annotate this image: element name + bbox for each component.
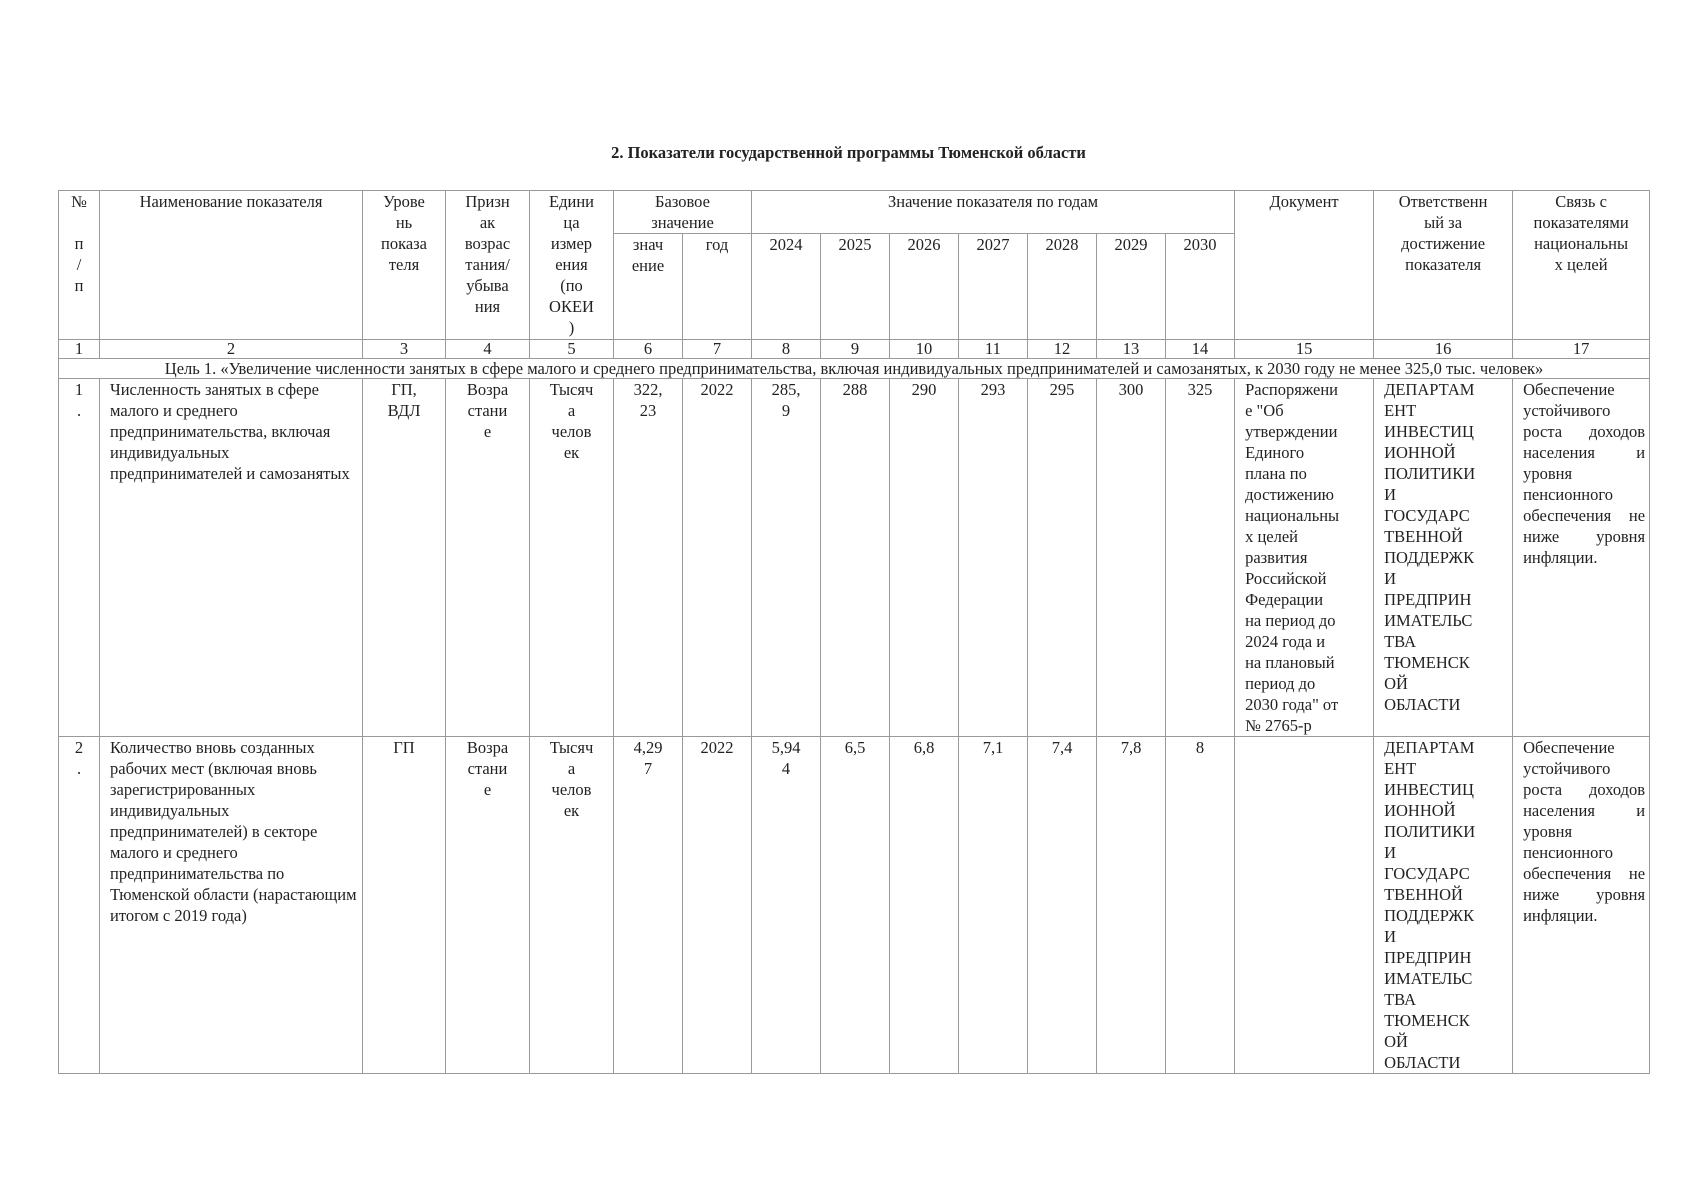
indicator-sign: Возра стани е — [446, 737, 530, 1074]
year-value: 290 — [890, 379, 959, 737]
column-number: 7 — [683, 340, 752, 359]
year-value: 300 — [1097, 379, 1166, 737]
year-value: 285, 9 — [752, 379, 821, 737]
column-number: 4 — [446, 340, 530, 359]
header-year: 2029 — [1097, 234, 1166, 340]
base-year: 2022 — [683, 737, 752, 1074]
header-year: 2025 — [821, 234, 890, 340]
header-num: № п / п — [59, 191, 100, 340]
row-num: 1 . — [59, 379, 100, 737]
document-cell: Распоряжени е "Об утверждении Единого плана по достижению национальны х целей развития Российской Федерации на период до 2024 года и на плановый период до 2030 года" от № 2765-р — [1235, 379, 1374, 737]
header-base-value: знач ение — [614, 234, 683, 340]
column-number: 9 — [821, 340, 890, 359]
table-row — [59, 379, 1650, 737]
column-number: 11 — [959, 340, 1028, 359]
column-number: 15 — [1235, 340, 1374, 359]
header-level: Урове нь показа теля — [363, 191, 446, 340]
year-value: 6,8 — [890, 737, 959, 1074]
year-value: 293 — [959, 379, 1028, 737]
header-unit: Едини ца измер ения (по ОКЕИ ) — [530, 191, 614, 340]
header-values-by-year: Значение показателя по годам — [752, 191, 1235, 234]
indicator-name: Численность занятых в сфере малого и среднего предпринимательства, включая индивидуальных предпринимателей и самозанятых — [100, 379, 363, 737]
column-number: 10 — [890, 340, 959, 359]
row-num: 2 . — [59, 737, 100, 1074]
indicator-level: ГП, ВДЛ — [363, 379, 446, 737]
column-number: 2 — [100, 340, 363, 359]
page-title: 2. Показатели государственной программы Тюменской области — [611, 143, 1086, 162]
column-number: 14 — [1166, 340, 1235, 359]
header-name: Наименование показателя — [100, 191, 363, 340]
header-sign: Призн ак возрас тания/ убыва ния — [446, 191, 530, 340]
header-document: Документ — [1235, 191, 1374, 340]
year-value: 7,1 — [959, 737, 1028, 1074]
year-value: 288 — [821, 379, 890, 737]
indicator-level: ГП — [363, 737, 446, 1074]
header-base-year: год — [683, 234, 752, 340]
goal-row: Цель 1. «Увеличение численности занятых в сфере малого и среднего предпринимательства, включая индивидуальных предпринимателей и самозанятых, к 2030 году не менее 325,0 тыс. человек» — [59, 359, 1650, 379]
column-number: 16 — [1374, 340, 1513, 359]
header-year: 2024 — [752, 234, 821, 340]
base-value: 4,29 7 — [614, 737, 683, 1074]
header-year: 2028 — [1028, 234, 1097, 340]
year-value: 7,4 — [1028, 737, 1097, 1074]
indicators-table — [58, 190, 1650, 1074]
header-base: Базовое значение — [614, 191, 752, 234]
header-year: 2026 — [890, 234, 959, 340]
indicator-name: Количество вновь созданных рабочих мест (включая вновь зарегистрированных индивидуальных предпринимателей) в секторе малого и среднего предпринимательства по Тюменской области (нарастающим итогом с 2019 года) — [100, 737, 363, 1074]
column-number: 6 — [614, 340, 683, 359]
year-value: 325 — [1166, 379, 1235, 737]
base-year: 2022 — [683, 379, 752, 737]
indicator-sign: Возра стани е — [446, 379, 530, 737]
year-value: 6,5 — [821, 737, 890, 1074]
national-goals-link: Обеспечение устойчивого роста доходов населения и уровня пенсионного обеспечения не ниже уровня инфляции. — [1513, 379, 1650, 737]
table-row — [59, 737, 1650, 1074]
responsible-cell: ДЕПАРТАМ ЕНТ ИНВЕСТИЦ ИОННОЙ ПОЛИТИКИ И ГОСУДАРС ТВЕННОЙ ПОДДЕРЖК И ПРЕДПРИН ИМАТЕЛЬС ТВА ТЮМЕНСК ОЙ ОБЛАСТИ — [1374, 737, 1513, 1074]
header-year: 2030 — [1166, 234, 1235, 340]
header-link: Связь с показателями национальны х целей — [1513, 191, 1650, 340]
column-number: 1 — [59, 340, 100, 359]
document-cell — [1235, 737, 1374, 1074]
column-number: 8 — [752, 340, 821, 359]
indicator-unit: Тысяч а челов ек — [530, 379, 614, 737]
year-value: 7,8 — [1097, 737, 1166, 1074]
column-number: 13 — [1097, 340, 1166, 359]
column-number: 3 — [363, 340, 446, 359]
year-value: 5,94 4 — [752, 737, 821, 1074]
header-year: 2027 — [959, 234, 1028, 340]
indicator-unit: Тысяч а челов ек — [530, 737, 614, 1074]
column-number: 12 — [1028, 340, 1097, 359]
base-value: 322, 23 — [614, 379, 683, 737]
national-goals-link: Обеспечение устойчивого роста доходов населения и уровня пенсионного обеспечения не ниже уровня инфляции. — [1513, 737, 1650, 1074]
year-value: 295 — [1028, 379, 1097, 737]
responsible-cell: ДЕПАРТАМ ЕНТ ИНВЕСТИЦ ИОННОЙ ПОЛИТИКИ И ГОСУДАРС ТВЕННОЙ ПОДДЕРЖК И ПРЕДПРИН ИМАТЕЛЬС ТВА ТЮМЕНСК ОЙ ОБЛАСТИ — [1374, 379, 1513, 737]
column-number: 5 — [530, 340, 614, 359]
header-responsible: Ответственн ый за достижение показателя — [1374, 191, 1513, 340]
year-value: 8 — [1166, 737, 1235, 1074]
column-number: 17 — [1513, 340, 1650, 359]
